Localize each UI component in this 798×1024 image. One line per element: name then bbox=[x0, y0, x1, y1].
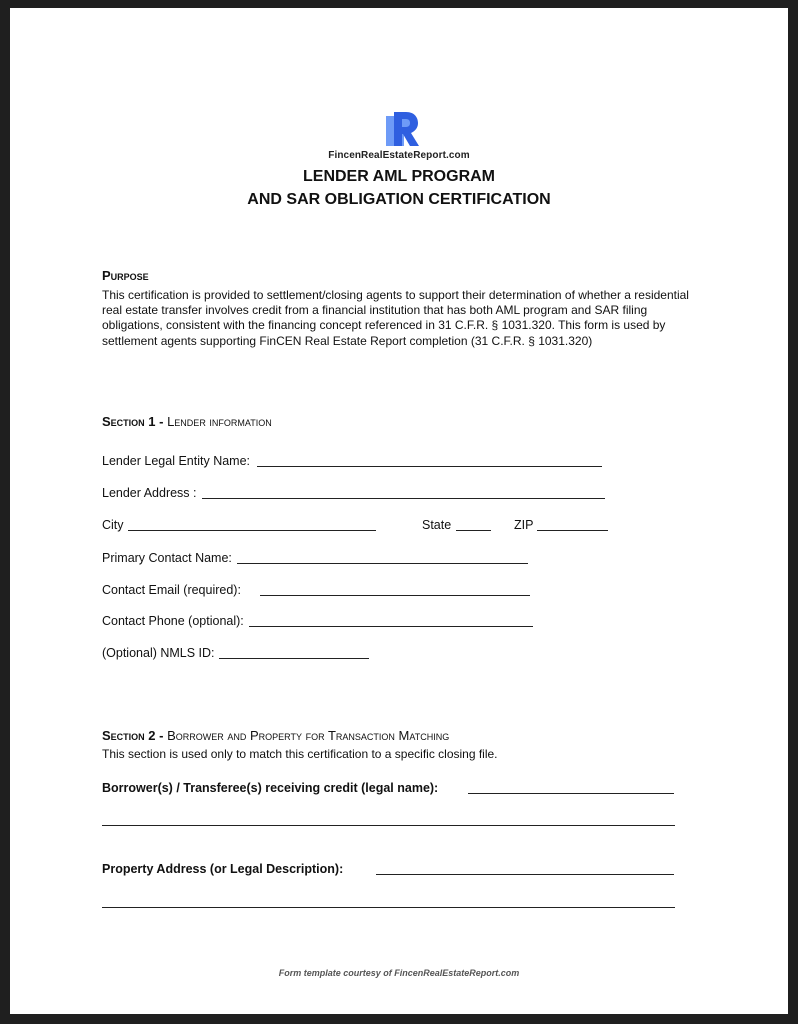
lender-legal-name-input[interactable] bbox=[257, 466, 602, 467]
zip-input[interactable] bbox=[537, 530, 608, 531]
fincen-logo-icon bbox=[384, 110, 420, 148]
footer-credit: Form template courtesy of FincenRealEstateReport.com bbox=[278, 968, 520, 978]
property-address-label: Property Address (or Legal Description): bbox=[102, 862, 344, 876]
property-address-input-line2[interactable] bbox=[102, 907, 675, 908]
borrower-label: Borrower(s) / Transferee(s) receiving credit (legal name): bbox=[102, 781, 439, 795]
contact-phone-input[interactable] bbox=[249, 626, 533, 627]
section2-description: This section is used only to match this certification to a specific closing file. bbox=[102, 747, 498, 761]
contact-email-label: Contact Email (required): bbox=[102, 583, 241, 597]
form-title-line2: AND SAR OBLIGATION CERTIFICATION bbox=[247, 191, 551, 208]
site-name: FincenRealEstateReport.com bbox=[328, 150, 470, 161]
document-page bbox=[10, 8, 788, 1014]
contact-phone-label: Contact Phone (optional): bbox=[102, 614, 244, 628]
state-input[interactable] bbox=[456, 530, 491, 531]
form-title-line1: LENDER AML PROGRAM bbox=[303, 168, 495, 185]
section2-heading bbox=[102, 728, 449, 743]
property-address-input[interactable] bbox=[376, 874, 674, 875]
state-label: State bbox=[422, 518, 452, 532]
borrower-input[interactable] bbox=[468, 793, 674, 794]
primary-contact-name-input[interactable] bbox=[237, 563, 528, 564]
section1-heading-number: Section 1 - bbox=[102, 414, 168, 429]
purpose-heading: Purpose bbox=[102, 268, 149, 283]
section1-heading-title: Lender information bbox=[167, 414, 272, 429]
lender-address-label: Lender Address : bbox=[102, 486, 197, 500]
borrower-input-line2[interactable] bbox=[102, 825, 675, 826]
city-label: City bbox=[102, 518, 124, 532]
lender-legal-name-label: Lender Legal Entity Name: bbox=[102, 454, 251, 468]
zip-label: ZIP bbox=[514, 518, 534, 532]
nmls-id-input[interactable] bbox=[219, 658, 369, 659]
section2-heading-title: Borrower and Property for Transaction Matching bbox=[167, 728, 450, 743]
city-input[interactable] bbox=[128, 530, 376, 531]
lender-address-input[interactable] bbox=[202, 498, 605, 499]
section1-heading bbox=[102, 414, 272, 429]
primary-contact-name-label: Primary Contact Name: bbox=[102, 551, 232, 565]
nmls-id-label: (Optional) NMLS ID: bbox=[102, 646, 215, 660]
contact-email-input[interactable] bbox=[260, 595, 530, 596]
section2-heading-number: Section 2 - bbox=[102, 728, 168, 743]
purpose-text: This certification is provided to settlement/closing agents to support their determination of whether a residential real estate transfer involves credit from a financial institution that has both AML program and SAR filing obligations, consistent with the financing concept referenced in 31 C.F.R. § 1031.320. This form is used by settlement agents supporting FinCEN Real Estate Report completion (31 C.F.R. § 1031.320) bbox=[102, 288, 689, 348]
